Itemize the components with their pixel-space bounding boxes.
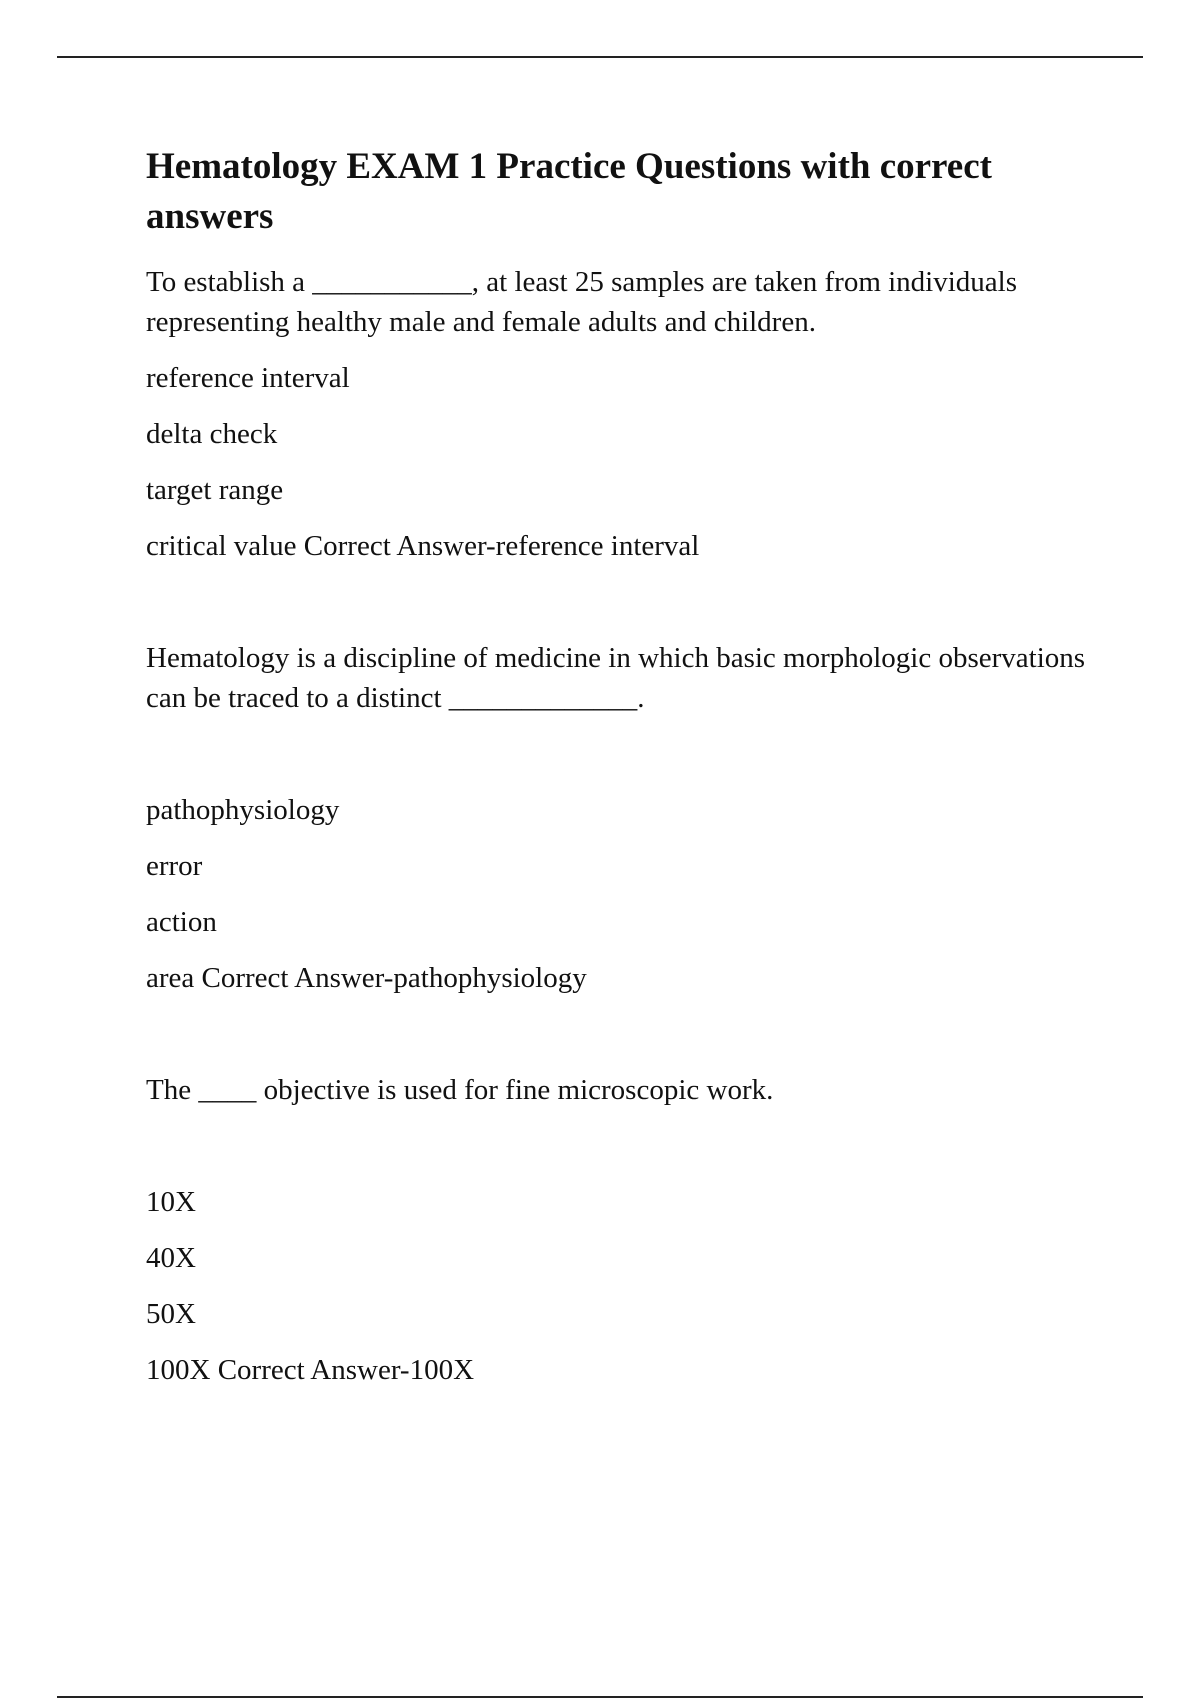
answer-option: 50X <box>146 1298 196 1330</box>
answer-option-correct: area Correct Answer-pathophysiology <box>146 962 587 994</box>
answer-option: 10X <box>146 1186 196 1218</box>
answer-option: target range <box>146 474 284 506</box>
question-block <box>146 262 1096 566</box>
question-block <box>146 1070 1096 1390</box>
question-separator <box>146 1014 1096 1070</box>
answer-option-correct: critical value Correct Answer-reference interval <box>146 530 700 562</box>
question-stem: Hematology is a discipline of medicine in which basic morphologic observations can be traced to a distinct _____________. <box>146 642 1086 714</box>
answer-option: error <box>146 850 203 882</box>
answer-option: pathophysiology <box>146 794 340 826</box>
answer-option: action <box>146 906 217 938</box>
footer-rule <box>57 1696 1143 1698</box>
header-rule <box>57 56 1143 58</box>
document-body <box>146 142 1096 1406</box>
answer-option: 40X <box>146 1242 196 1274</box>
answer-option: reference interval <box>146 362 350 394</box>
question-block <box>146 638 1096 998</box>
question-separator <box>146 582 1096 638</box>
stem-separator <box>146 734 1096 790</box>
document-title: Hematology EXAM 1 Practice Questions with correct answers <box>146 146 992 237</box>
answer-option: delta check <box>146 418 278 450</box>
question-stem: The ____ objective is used for fine microscopic work. <box>146 1074 774 1106</box>
stem-separator <box>146 1126 1096 1182</box>
answer-option-correct: 100X Correct Answer-100X <box>146 1354 475 1386</box>
question-stem: To establish a ___________, at least 25 samples are taken from individuals representing healthy male and female adults and children. <box>146 266 1018 338</box>
